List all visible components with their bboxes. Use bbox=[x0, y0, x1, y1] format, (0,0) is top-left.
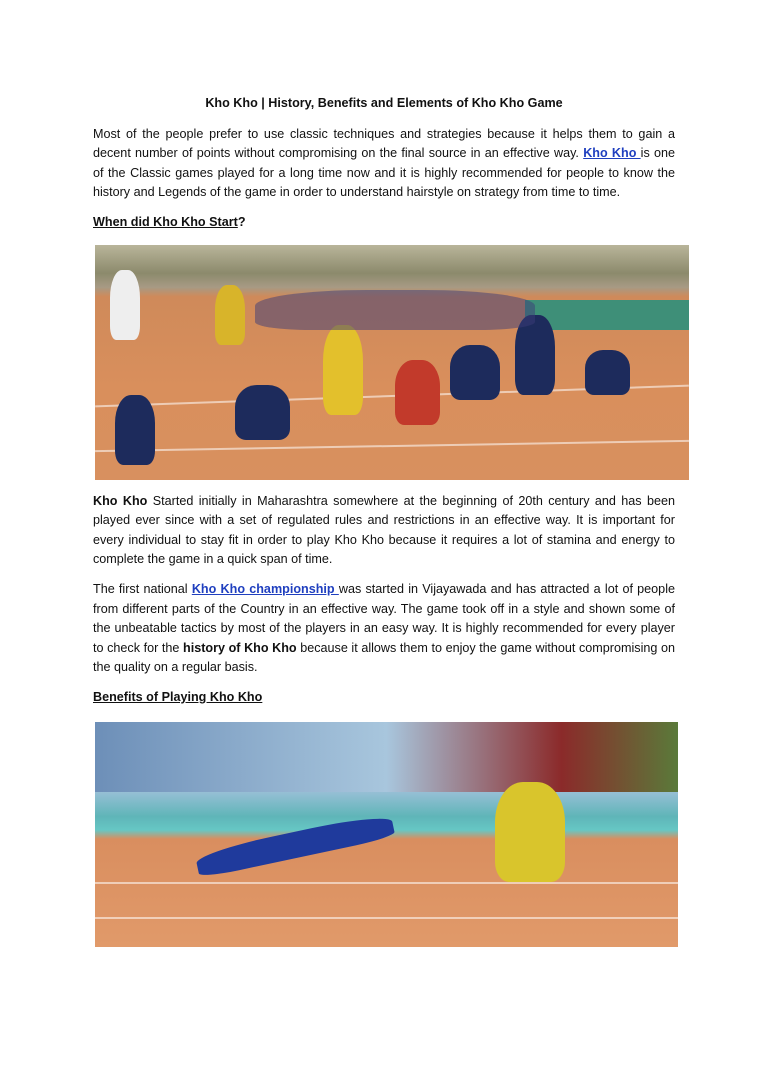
intro-text: Most of the people prefer to use classic techniques and strategies because it helps them to gain a decent number of points without compromising on the final source in an effective way. bbox=[93, 126, 675, 161]
intro-text-cont: is one of the Classic games played for a long time now and it is highly recommended for people to know the history and Legends of the game in order to understand hairstyle on strategy from time to time. bbox=[93, 146, 675, 200]
intro-paragraph bbox=[93, 125, 675, 203]
kho-kho-championship-link[interactable]: Kho Kho championship bbox=[191, 581, 339, 596]
bold-history: history of Kho Kho bbox=[183, 640, 297, 655]
championship-text-mid: was started in Vijayawada and has attracted a lot of people from different parts of the Country in an effective way. The game took off in a style and shown some of the unbeatable tactics by most of the players in an easy way. It is highly recommended for every player to check for the bbox=[93, 581, 675, 655]
heading-benefits: Benefits of Playing Kho Kho bbox=[93, 689, 263, 704]
heading-when-start bbox=[93, 213, 675, 233]
origin-text: Started initially in Maharashtra somewhere at the beginning of 20th century and has been played ever since with a set of regulated rules and restrictions in an effective way. It is important for every individual to stay fit in order to play Kho Kho because it requires a lot of stamina and energy to complete the game in a quick span of time. bbox=[93, 493, 676, 567]
championship-text: The first national bbox=[93, 581, 192, 596]
kho-kho-match-photo bbox=[95, 245, 689, 480]
document-page bbox=[93, 94, 675, 959]
championship-text-end: because it allows them to enjoy the game without compromising on the quality on a regular basis. bbox=[93, 640, 675, 675]
kho-kho-dive-photo bbox=[95, 722, 678, 947]
heading-punct: ? bbox=[237, 214, 246, 229]
bold-kho-kho: Kho Kho bbox=[93, 493, 148, 508]
kho-kho-link[interactable]: Kho Kho bbox=[583, 146, 641, 161]
paragraph-championship bbox=[93, 580, 675, 678]
heading-text: When did Kho Kho Start bbox=[93, 214, 238, 229]
paragraph-origin bbox=[93, 492, 675, 570]
document-title: Kho Kho | History, Benefits and Elements of Kho Kho Game bbox=[205, 96, 563, 110]
